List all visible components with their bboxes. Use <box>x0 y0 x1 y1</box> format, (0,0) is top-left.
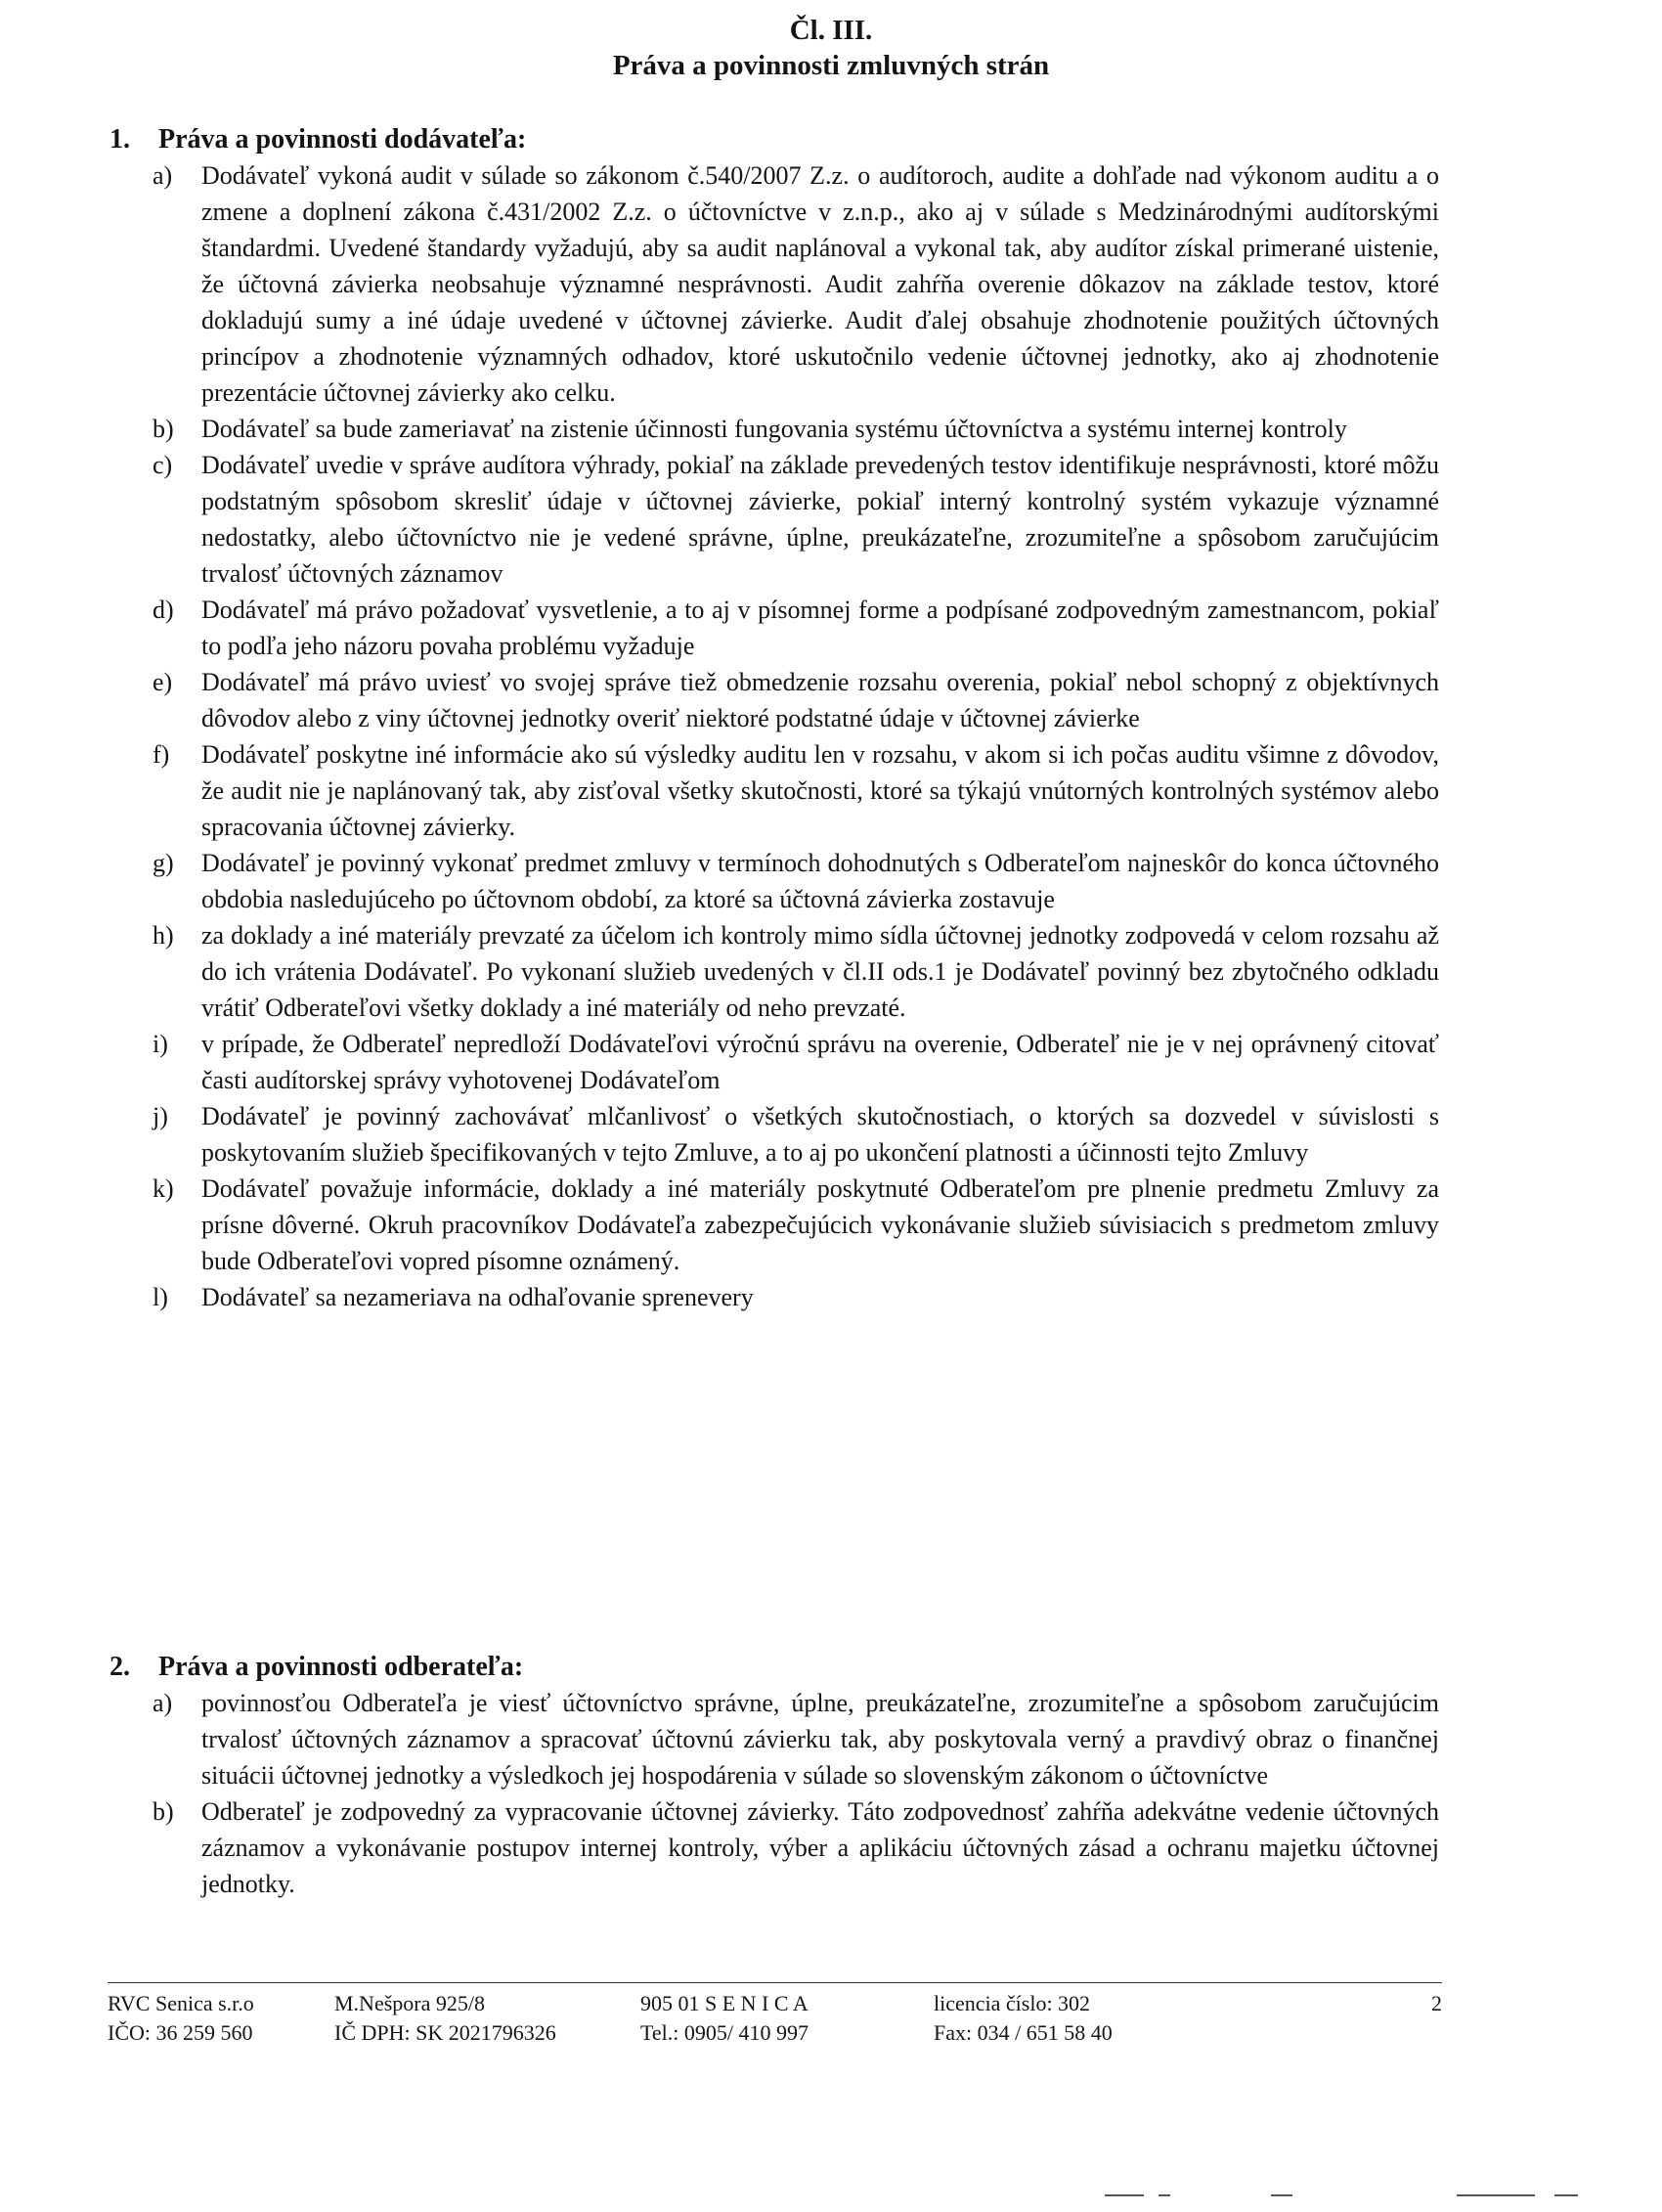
item-text: Dodávateľ má právo uviesť vo svojej správe tiež obmedzenie rozsahu overenia, pokiaľ nebol schopný z objektívnych dôvodov alebo z viny účtovnej jednotky overiť niektoré podstatné údaje v účtovnej závierke <box>201 668 1439 732</box>
item-text: Dodávateľ uvedie v správe audítora výhrady, pokiaľ na základe prevedených testov identifikuje nesprávnosti, ktoré môžu podstatným spôsobom skresliť údaje v účtovnej závierke, pokiaľ interný kontrolný systém vykazuje významné nedostatky, alebo účtovníctvo nie je vedené správne, úplne, preukázateľne, zrozumiteľne a spôsobom zaručujúcim trvalosť účtovných záznamov <box>201 451 1439 588</box>
footer-license: licencia číslo: 302 <box>934 1991 1091 2015</box>
list-item <box>109 592 1439 664</box>
scan-artifact <box>1271 2194 1292 2196</box>
section-title-text: Práva a povinnosti dodávateľa: <box>158 124 527 155</box>
scan-artifact <box>1159 2194 1170 2196</box>
section-title-text: Práva a povinnosti odberateľa: <box>158 1652 524 1682</box>
list-item <box>109 1279 1439 1315</box>
item-label: b) <box>153 415 174 443</box>
section-number: 1. <box>109 124 130 155</box>
page-number: 2 <box>1431 1991 1442 2015</box>
item-label: k) <box>153 1174 174 1203</box>
item-text: Dodávateľ poskytne iné informácie ako sú výsledky auditu len v rozsahu, v akom si ich počas auditu všimne z dôvodov, že audit nie je naplánovaný tak, aby zisťoval všetky skutočnosti, ktoré sa týkajú vnútorných kontrolných systémov alebo spracovania účtovnej závierky. <box>201 740 1439 841</box>
footer-row-1 <box>108 1989 1442 2018</box>
list-item <box>109 1026 1439 1098</box>
item-text: Dodávateľ sa bude zameriavať na zistenie účinnosti fungovania systému účtovníctva a systému internej kontroly <box>201 415 1347 443</box>
list-item <box>109 447 1439 592</box>
footer-row-2 <box>108 2018 1442 2048</box>
list-item <box>109 736 1439 845</box>
section-title <box>109 121 1439 157</box>
item-label: d) <box>153 596 174 624</box>
list-item <box>109 845 1439 917</box>
item-text: Dodávateľ považuje informácie, doklady a iné materiály poskytnuté Odberateľom pre plnenie predmetu Zmluvy za prísne dôverné. Okruh pracovníkov Dodávateľa zabezpečujúcich vykonávanie služieb súvisiacich s predmetom zmluvy bude Odberateľovi vopred písomne oznámený. <box>201 1174 1439 1275</box>
scan-artifact <box>1554 2194 1578 2196</box>
item-label: c) <box>153 451 173 479</box>
item-label: g) <box>153 849 174 877</box>
footer-ico: IČO: 36 259 560 <box>108 2020 253 2045</box>
list-item <box>109 917 1439 1026</box>
article-number: Čl. III. <box>789 15 873 46</box>
list-item <box>109 1098 1439 1171</box>
item-text: Odberateľ je zodpovedný za vypracovanie účtovnej závierky. Táto zodpovednosť zahŕňa adekvátne vedenie účtovných záznamov a vykonávanie postupov internej kontroly, výber a aplikáciu účtovných zásad a ochranu majetku účtovnej jednotky. <box>201 1797 1439 1898</box>
item-list <box>109 1685 1439 1902</box>
section-title <box>109 1649 1439 1685</box>
item-text: Dodávateľ je povinný vykonať predmet zmluvy v termínoch dohodnutých s Odberateľom najneskôr do konca účtovného obdobia nasledujúceho po účtovnom období, za ktoré sa účtovná závierka zostavuje <box>201 849 1439 913</box>
section-supplier-rights <box>109 121 1439 1315</box>
scan-artifact <box>1457 2194 1535 2196</box>
footer-divider <box>108 1982 1442 1983</box>
item-text: Dodávateľ má právo požadovať vysvetlenie, a to aj v písomnej forme a podpísané zodpovedným zamestnancom, pokiaľ to podľa jeho názoru povaha problému vyžaduje <box>201 596 1439 660</box>
item-label: l) <box>153 1283 168 1311</box>
item-label: h) <box>153 921 174 950</box>
footer-city: 905 01 S E N I C A <box>640 1991 809 2015</box>
section-customer-rights <box>109 1649 1439 1902</box>
item-text: povinnosťou Odberateľa je viesť účtovníctvo správne, úplne, preukázateľne, zrozumiteľne a spôsobom zaručujúcim trvalosť účtovných záznamov a spracovať účtovnú závierku tak, aby poskytovala verný a pravdivý obraz o finančnej situácii účtovnej jednotky a výsledkoch jej hospodárenia v súlade so slovenským zákonom o účtovníctve <box>201 1689 1439 1790</box>
item-label: b) <box>153 1797 174 1826</box>
footer-vat-id: IČ DPH: SK 2021796326 <box>334 2020 556 2045</box>
item-list <box>109 157 1439 1315</box>
item-text: Dodávateľ vykoná audit v súlade so zákonom č.540/2007 Z.z. o audítoroch, audite a dohľade nad výkonom auditu a o zmene a doplnení zákona č.431/2002 Z.z. o účtovníctve v z.n.p., ako aj v súlade s Medzinárodnými audítorskými štandardmi. Uvedené štandardy vyžadujú, aby sa audit naplánoval a vykonal tak, aby audítor získal primerané uistenie, že účtovná závierka neobsahuje významné nesprávnosti. Audit zahŕňa overenie dôkazov na základe testov, ktoré dokladujú sumy a iné údaje uvedené v účtovnej závierke. Audit ďalej obsahuje zhodnotenie použitých účtovných princípov a zhodnotenie významných odhadov, ktoré uskutočnilo vedenie účtovnej jednotky, ako aj zhodnotenie prezentácie účtovnej závierky ako celku. <box>201 161 1439 407</box>
list-item <box>109 411 1439 447</box>
list-item <box>109 1171 1439 1279</box>
footer-phone: Tel.: 0905/ 410 997 <box>640 2020 809 2045</box>
item-label: a) <box>153 1689 173 1717</box>
item-label: j) <box>153 1102 168 1130</box>
list-item <box>109 1793 1439 1902</box>
footer-fax: Fax: 034 / 651 58 40 <box>934 2020 1113 2045</box>
item-text: Dodávateľ je povinný zachovávať mlčanlivosť o všetkých skutočnostiach, o ktorých sa dozvedel v súvislosti s poskytovaním služieb špecifikovaných v tejto Zmluve, a to aj po ukončení platnosti a účinnosti tejto Zmluvy <box>201 1102 1439 1167</box>
item-label: f) <box>153 740 170 769</box>
footer-address: M.Nešpora 925/8 <box>334 1991 485 2015</box>
item-text: za doklady a iné materiály prevzaté za účelom ich kontroly mimo sídla účtovnej jednotky zodpovedá v celom rozsahu až do ich vrátenia Dodávateľ. Po vykonaní služieb uvedených v čl.II ods.1 je Dodávateľ povinný bez zbytočného odkladu vrátiť Odberateľovi všetky doklady a iné materiály od neho prevzaté. <box>201 921 1439 1022</box>
footer-company: RVC Senica s.r.o <box>108 1991 254 2015</box>
item-text: v prípade, že Odberateľ nepredloží Dodávateľovi výročnú správu na overenie, Odberateľ nie je v nej oprávnený citovať časti audítorskej správy vyhotovenej Dodávateľom <box>201 1030 1439 1094</box>
scan-artifact <box>1105 2194 1144 2196</box>
item-label: e) <box>153 668 173 696</box>
item-label: a) <box>153 161 173 190</box>
item-label: i) <box>153 1030 168 1058</box>
list-item <box>109 157 1439 411</box>
article-title: Práva a povinnosti zmluvných strán <box>612 50 1050 81</box>
list-item <box>109 1685 1439 1793</box>
section-number: 2. <box>109 1652 130 1682</box>
item-text: Dodávateľ sa nezameriava na odhaľovanie sprenevery <box>201 1283 754 1311</box>
list-item <box>109 664 1439 736</box>
